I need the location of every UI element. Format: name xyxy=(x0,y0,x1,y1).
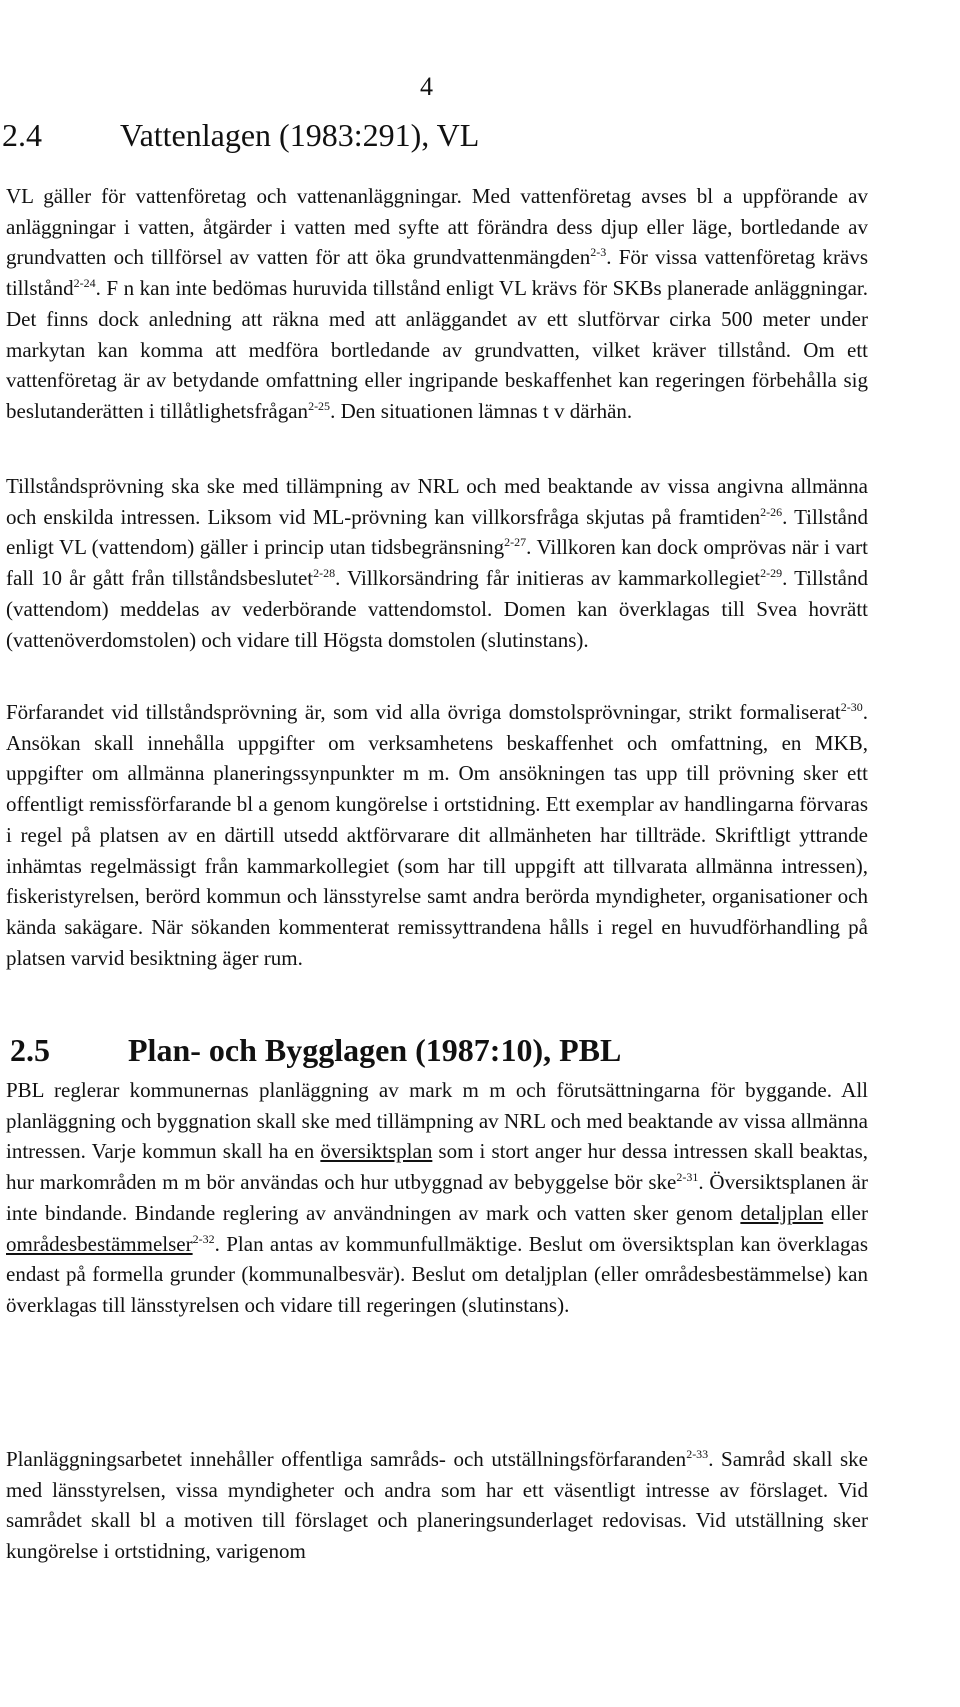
paragraph-planlaggningsarbetet xyxy=(6,1444,868,1567)
footnote-ref: 2-27 xyxy=(504,535,527,550)
section-title: Vattenlagen (1983:291), VL xyxy=(120,117,480,153)
footnote-ref: 2-28 xyxy=(313,566,336,581)
footnote-ref: 2-32 xyxy=(192,1231,215,1246)
section-number: 2.5 xyxy=(10,1032,50,1068)
text-run: . Plan antas av kommunfullmäktige. Beslut om översiktsplan kan överklagas endast på formella grunder (kommunalbesvär). Beslut om detaljplan (eller områdesbestämmelse) kan överklagas till länsstyrelsen och vidare till regeringen (slutinstans). xyxy=(6,1231,868,1317)
footnote-ref: 2-31 xyxy=(676,1170,699,1185)
section-title: Plan- och Bygglagen (1987:10), PBL xyxy=(128,1032,622,1068)
text-run: Tillståndsprövning ska ske med tillämpning av NRL och med beaktande av vissa angivna allmänna och enskilda intressen. Liksom vid ML-prövning kan villkorsfråga skjutas på framtiden xyxy=(6,474,868,529)
text-run: . Villkorsändring får initieras av kammarkollegiet xyxy=(335,566,761,591)
underlined-term: översiktsplan xyxy=(320,1139,433,1164)
text-run: PBL reglerar kommunernas planläggning av mark m m och förutsättningarna för byggande. All planläggning och byggnation skall ske med tillämpning av NRL och med beaktande av vissa allmänna intressen. Varje kommun skall ha en xyxy=(6,1078,868,1164)
footnote-ref: 2-30 xyxy=(840,700,863,714)
footnote-ref: 2-26 xyxy=(760,504,783,519)
paragraph-vl-intro xyxy=(6,181,868,427)
footnote-ref: 2-25 xyxy=(308,398,331,413)
text-run: . Ansökan skall innehålla uppgifter om verksamhetens beskaffenhet och omfattning, en MKB, uppgifter om allmänna planeringssynpunkter m m. Om ansökningen tas upp till prövning sker ett offentligt remissförfarande bl a genom kungörelse i ortstidning. Ett exemplar av handlingarna förvaras i regel på platsen av en därtill utsedd aktförvarare dit allmänheten har tillträde. Skriftligt yttrande inhämtas regelmässigt från kammarkollegiet (som har till uppgift att tillvarata allmänna intressen), fiskeristyrelsen, berörd kommun och länsstyrelse samt andra berörda myndigheter, organisationer och kända sakägare. När sökanden kommenterat remissyttrandena hålls i regel en huvudförhandling på platsen varvid besiktning äger rum. xyxy=(6,700,868,970)
footnote-ref: 2-3 xyxy=(590,245,607,260)
page-number: 4 xyxy=(420,72,433,101)
section-number: 2.4 xyxy=(2,117,42,153)
text-run: . Villkoren kan dock omprövas när i vart fall 10 år gått från tillståndsbeslutet xyxy=(6,535,868,591)
paragraph-pbl-intro xyxy=(6,1075,868,1321)
underlined-term: områdesbestämmelser xyxy=(6,1231,193,1256)
text-run: Planläggningsarbetet innehåller offentliga samråds- och utställningsförfaranden xyxy=(6,1447,687,1471)
text-run: . Den situationen lämnas t v därhän. xyxy=(330,398,633,423)
text-run: . Tillstånd enligt VL (vattendom) gäller i princip utan tidsbegränsning xyxy=(6,504,868,560)
text-run: Förfarandet vid tillståndsprövning är, som vid alla övriga domstolsprövningar, strikt formaliserat xyxy=(6,700,841,724)
footnote-ref: 2-24 xyxy=(73,276,96,291)
underlined-term: detaljplan xyxy=(740,1200,824,1225)
text-run: VL gäller för vattenföretag och vattenanläggningar. Med vattenföretag avses bl a uppförande av anläggningar i vatten, åtgärder i vatten med syfte att förändra dess djup eller läge, bortledande av grundvatten och tillförsel av vatten för att öka grundvattenmängden xyxy=(6,184,868,270)
text-run: . Samråd skall ske med länsstyrelsen, vissa myndigheter och andra som har ett väsentligt intresse av förslaget. Vid samrådet skall bl a motiven till förslaget och planeringsunderlaget redovisas. Vid utställning sker kungörelse i ortstidning, varigenom xyxy=(6,1447,869,1564)
text-run: . Översiktsplanen är inte bindande. Bindande reglering av användningen av mark och vatten sker genom xyxy=(6,1170,868,1225)
text-run: som i stort anger hur dessa intressen skall beaktas, hur markområden m m bör användas och hur utbyggnad av bebyggelse bör ske xyxy=(6,1139,868,1195)
text-run: . Tillstånd (vattendom) meddelas av vederbörande vattendomstol. Domen kan överklagas till Svea hovrätt (vattenöverdomstolen) och vidare till Högsta domstolen (slutinstans). xyxy=(6,566,869,652)
paragraph-forfarandet xyxy=(6,697,868,973)
text-run: . F n kan inte bedömas huruvida tillstånd enligt VL krävs för SKBs planerade anläggningar. Det finns dock anledning att räkna med att anläggandet av ett slutförvar cirka 500 meter under markytan kan komma att medföra bortledande av grundvatten, vilket kräver tillstånd. Om ett vattenföretag är av betydande omfattning eller ingripande beskaffenhet kan regeringen förbehålla sig beslutanderätten i tillåtlighetsfrågan xyxy=(6,276,868,423)
paragraph-tillstandsprovning xyxy=(6,471,868,655)
text-run: eller xyxy=(823,1200,868,1225)
footnote-ref: 2-29 xyxy=(760,566,783,581)
text-run: . För vissa vattenföretag krävs tillstånd xyxy=(6,245,868,301)
footnote-ref: 2-33 xyxy=(686,1447,709,1461)
